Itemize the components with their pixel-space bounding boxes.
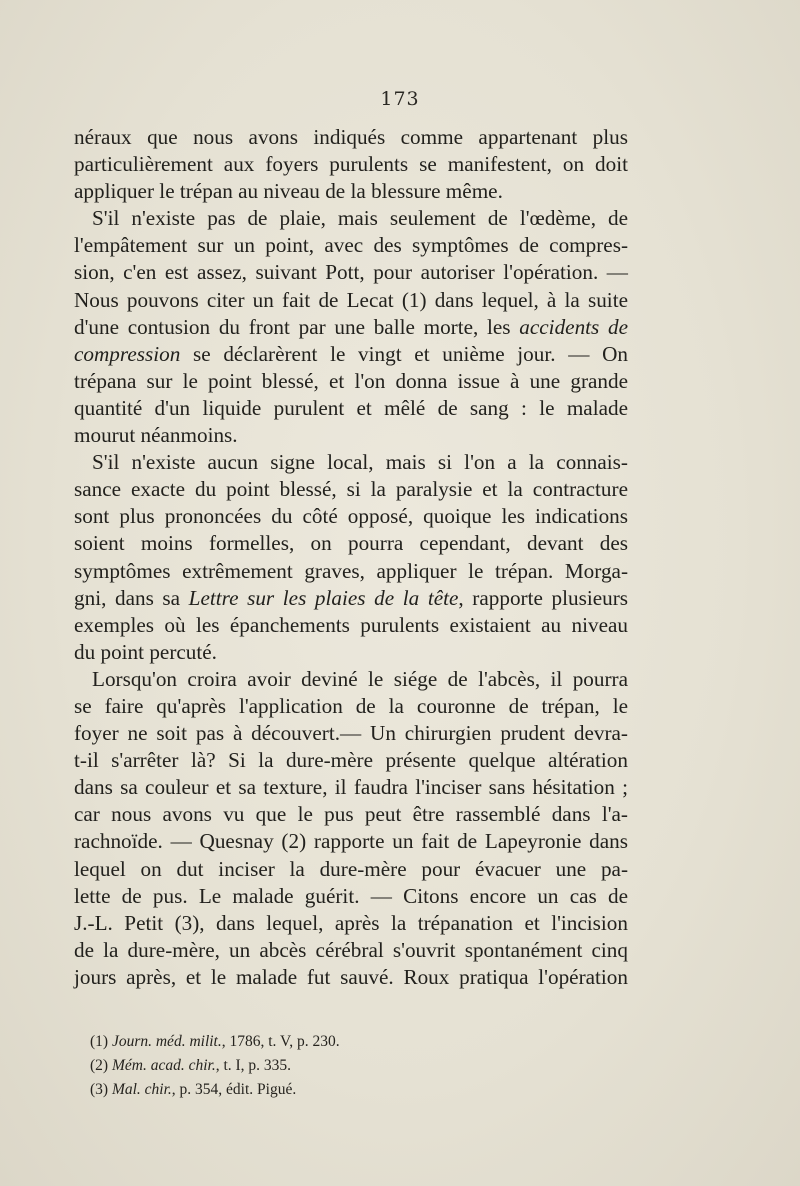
text-line: sion, c'en est assez, suivant Pott, pour autoriser l'opération. — <box>74 260 628 285</box>
text-line: appliquer le trépan au niveau de la blessure même. <box>74 179 503 204</box>
text-line: lequel on dut inciser la dure-mère pour évacuer une pa- <box>74 856 628 881</box>
text-line: soient moins formelles, on pourra cependant, devant des <box>74 531 628 556</box>
footnote-mark: (2) <box>90 1057 112 1074</box>
text-line: gni, dans sa Lettre sur les plaies de la tête, rapporte plusieurs <box>74 585 628 610</box>
text-line: symptômes extrêmement graves, appliquer le trépan. Morga- <box>74 558 628 583</box>
footnote-reference: Journ. méd. milit. <box>111 1033 222 1050</box>
page-number: 173 <box>380 88 420 110</box>
text-line: se faire qu'après l'application de la couronne de trépan, le <box>74 693 628 718</box>
text-line: J.-L. Petit (3), dans lequel, après la trépanation et l'incision <box>74 910 628 935</box>
footnote-reference: Mal. chir. <box>111 1081 172 1098</box>
footnote <box>90 1078 590 1102</box>
text-line: foyer ne soit pas à découvert.— Un chirurgien prudent devra- <box>74 721 628 746</box>
text-line: quantité d'un liquide purulent et mêlé de sang : le malade <box>74 395 628 420</box>
text-line: Nous pouvons citer un fait de Lecat (1) dans lequel, à la suite <box>74 287 628 312</box>
text-line: l'empâtement sur un point, avec des symptômes de compres- <box>74 233 628 258</box>
text-line: sont plus prononcées du côté opposé, quoique les indications <box>74 504 628 529</box>
text-line: dans sa couleur et sa texture, il faudra l'inciser sans hésitation ; <box>74 775 628 800</box>
text-line: exemples où les épanchements purulents existaient au niveau <box>74 612 628 637</box>
text-line: néraux que nous avons indiqués comme appartenant plus <box>74 125 628 149</box>
footnote <box>90 1054 590 1078</box>
text-line: car nous avons vu que le pus peut être rassemblé dans l'a- <box>74 802 628 827</box>
text-line: compression se déclarèrent le vingt et unième jour. — On <box>74 341 628 366</box>
text-line: de la dure-mère, un abcès cérébral s'ouvrit spontanément cinq <box>74 937 628 962</box>
footnote-mark: (3) <box>90 1081 112 1098</box>
text-line: trépana sur le point blessé, et l'on donna issue à une grande <box>74 368 628 393</box>
text-line: mourut néanmoins. <box>74 423 238 448</box>
footnotes <box>90 1030 590 1102</box>
footnote-details: , t. I, p. 335. <box>215 1057 292 1074</box>
text-line: particulièrement aux foyers purulents se manifestent, on doit <box>74 152 628 177</box>
footnote-details: , p. 354, édit. Pigué. <box>171 1081 297 1098</box>
text-line: jours après, et le malade fut sauvé. Roux pratiqua l'opération <box>74 964 628 989</box>
text-line: rachnoïde. — Quesnay (2) rapporte un fait de Lapeyronie dans <box>74 829 628 854</box>
text-line: du point percuté. <box>74 639 217 664</box>
text-line: Lorsqu'on croira avoir deviné le siége de l'abcès, il pourra <box>92 666 628 691</box>
text-line: S'il n'existe pas de plaie, mais seulement de l'œdème, de <box>92 206 628 231</box>
text-line: t-il s'arrêter là? Si la dure-mère présente quelque altération <box>74 748 628 773</box>
text-line: sance exacte du point blessé, si la paralysie et la contracture <box>74 477 628 502</box>
text-line: S'il n'existe aucun signe local, mais si l'on a la connais- <box>92 450 628 475</box>
footnote-details: , 1786, t. V, p. 230. <box>221 1033 340 1050</box>
footnote <box>90 1030 590 1054</box>
footnote-reference: Mém. acad. chir. <box>111 1057 216 1074</box>
text-line: d'une contusion du front par une balle morte, les accidents de <box>74 314 629 339</box>
text-line: lette de pus. Le malade guérit. — Citons encore un cas de <box>74 883 628 908</box>
footnote-mark: (1) <box>90 1033 112 1050</box>
body-text <box>74 124 628 991</box>
